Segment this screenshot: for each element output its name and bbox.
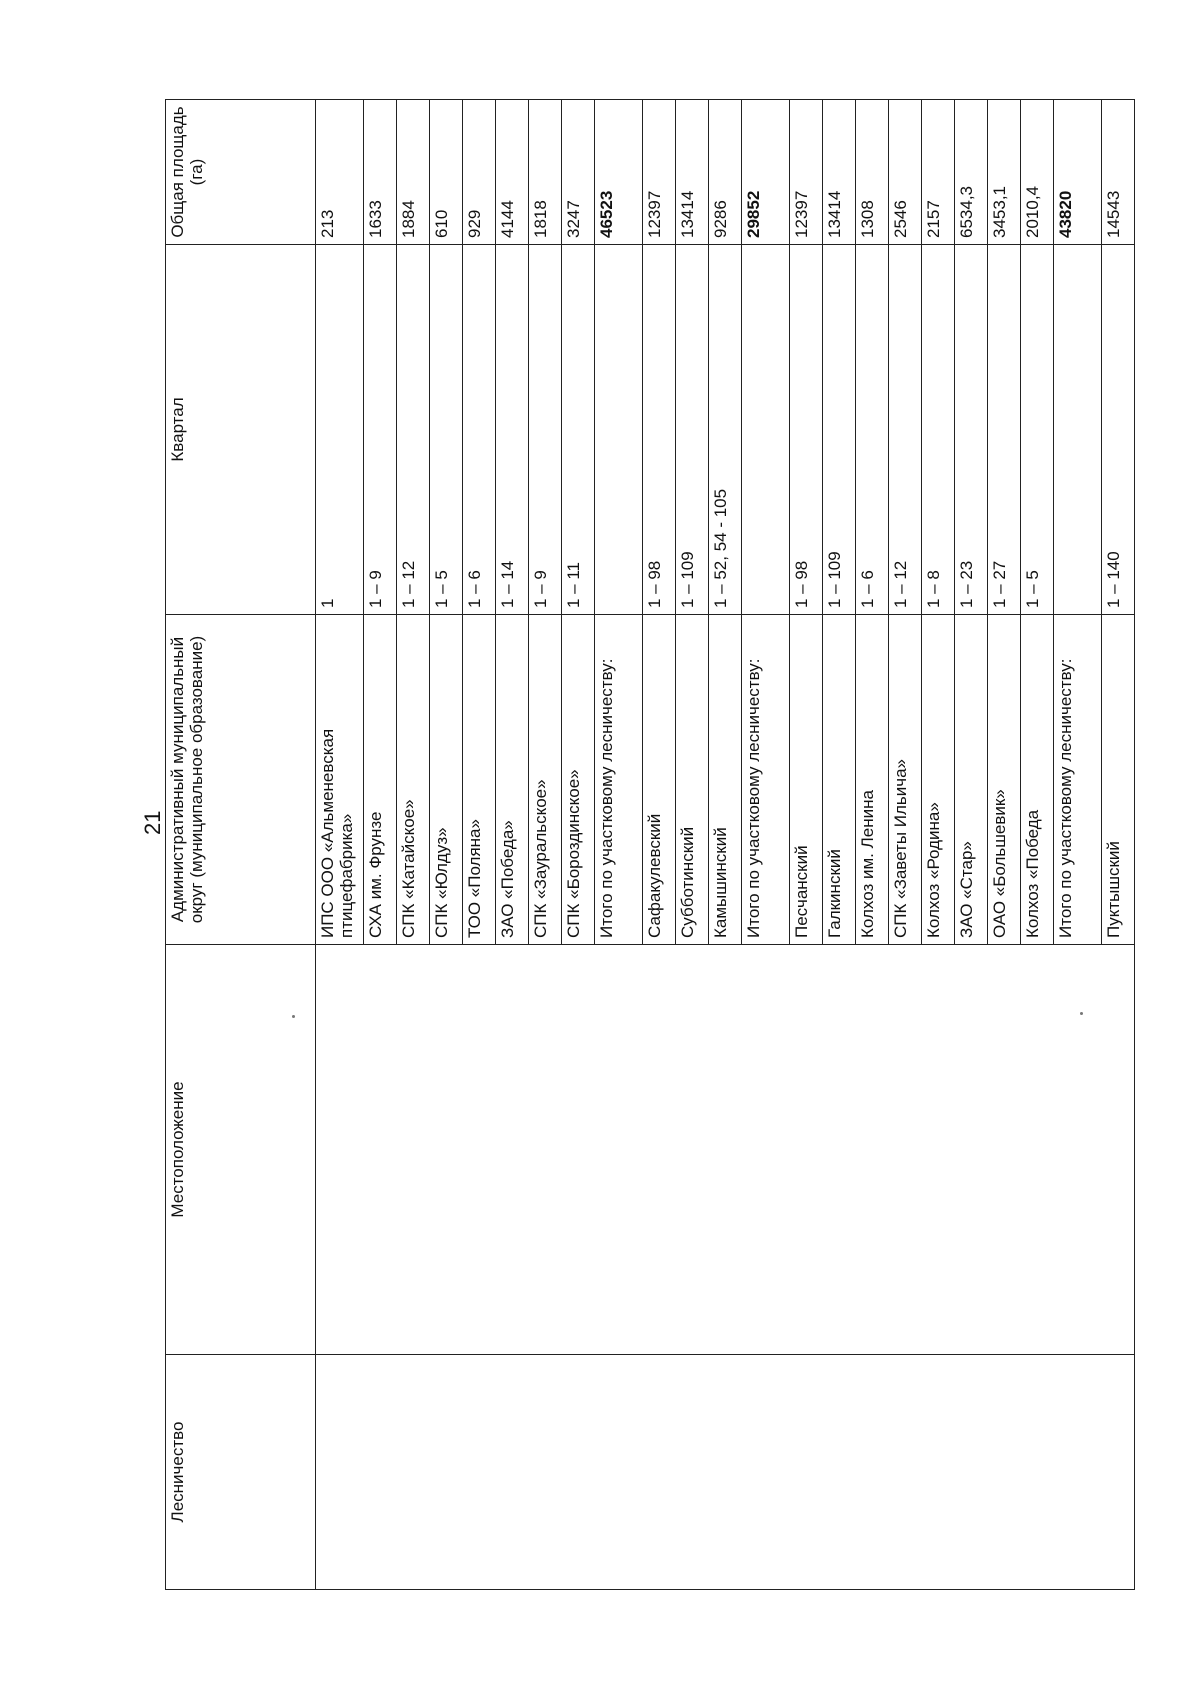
area-cell: 29852 bbox=[742, 100, 790, 245]
quarter-cell: 1 – 98 bbox=[790, 245, 823, 615]
area-cell: 9286 bbox=[709, 100, 742, 245]
quarter-cell: 1 – 98 bbox=[643, 245, 676, 615]
page-number: 21 bbox=[140, 810, 165, 835]
quarter-cell: 1 – 12 bbox=[889, 245, 922, 615]
quarter-cell: 1 – 52, 54 - 105 bbox=[709, 245, 742, 615]
table-header-row bbox=[166, 100, 316, 1590]
quarter-cell: 1 – 8 bbox=[922, 245, 955, 615]
quarter-cell: 1 – 23 bbox=[955, 245, 988, 615]
quarter-cell: 1 – 6 bbox=[463, 245, 496, 615]
header-municipality: Административный муниципальный округ (муниципальное образование) bbox=[166, 615, 316, 945]
municipality-cell: СПК «Бороздинское» bbox=[562, 615, 595, 945]
area-cell: 1884 bbox=[397, 100, 430, 245]
area-cell: 929 bbox=[463, 100, 496, 245]
quarter-cell bbox=[595, 245, 643, 615]
municipality-cell: СПК «Зауральское» bbox=[529, 615, 562, 945]
municipality-cell: СПК «Заветы Ильича» bbox=[889, 615, 922, 945]
table-row bbox=[316, 100, 364, 1590]
municipality-cell: Итого по участковому лесничеству: bbox=[1054, 615, 1102, 945]
area-cell: 13414 bbox=[823, 100, 856, 245]
area-cell: 2157 bbox=[922, 100, 955, 245]
area-cell: 1308 bbox=[856, 100, 889, 245]
quarter-cell: 1 – 5 bbox=[1021, 245, 1054, 615]
quarter-cell: 1 – 12 bbox=[397, 245, 430, 615]
header-location: Местоположение bbox=[166, 945, 316, 1355]
area-cell: 3453,1 bbox=[988, 100, 1021, 245]
area-cell: 4144 bbox=[496, 100, 529, 245]
municipality-cell: Колхоз «Победа bbox=[1021, 615, 1054, 945]
municipality-cell: Галкинский bbox=[823, 615, 856, 945]
area-cell: 2546 bbox=[889, 100, 922, 245]
quarter-cell: 1 – 109 bbox=[823, 245, 856, 615]
municipality-cell: СПК «Юлдуз» bbox=[430, 615, 463, 945]
quarter-cell: 1 – 140 bbox=[1102, 245, 1135, 615]
area-cell: 610 bbox=[430, 100, 463, 245]
municipality-cell: Пуктышский bbox=[1102, 615, 1135, 945]
area-cell: 6534,3 bbox=[955, 100, 988, 245]
header-forestry: Лесничество bbox=[166, 1355, 316, 1590]
quarter-cell: 1 bbox=[316, 245, 364, 615]
area-cell: 14543 bbox=[1102, 100, 1135, 245]
area-cell: 2010,4 bbox=[1021, 100, 1054, 245]
quarter-cell: 1 – 5 bbox=[430, 245, 463, 615]
area-cell: 13414 bbox=[676, 100, 709, 245]
quarter-cell bbox=[742, 245, 790, 615]
municipality-cell: Колхоз «Родина» bbox=[922, 615, 955, 945]
rotated-table-container bbox=[165, 100, 1123, 1590]
quarter-cell: 1 – 11 bbox=[562, 245, 595, 615]
municipality-cell: Итого по участковому лесничеству: bbox=[742, 615, 790, 945]
quarter-cell: 1 – 6 bbox=[856, 245, 889, 615]
municipality-cell: Итого по участковому лесничеству: bbox=[595, 615, 643, 945]
municipality-cell: Сафакулевский bbox=[643, 615, 676, 945]
municipality-cell: СХА им. Фрунзе bbox=[364, 615, 397, 945]
municipality-cell: ЗАО «Стар» bbox=[955, 615, 988, 945]
municipality-cell: Песчанский bbox=[790, 615, 823, 945]
quarter-cell: 1 – 27 bbox=[988, 245, 1021, 615]
area-cell: 1818 bbox=[529, 100, 562, 245]
municipality-cell: ТОО «Поляна» bbox=[463, 615, 496, 945]
header-quarter: Квартал bbox=[166, 245, 316, 615]
quarter-cell: 1 – 9 bbox=[364, 245, 397, 615]
area-cell: 12397 bbox=[790, 100, 823, 245]
municipality-cell: Камышинский bbox=[709, 615, 742, 945]
area-cell: 213 bbox=[316, 100, 364, 245]
scan-speck bbox=[1080, 1012, 1083, 1015]
quarter-cell bbox=[1054, 245, 1102, 615]
municipality-cell: ИПС ООО «Альменевская птицефабрика» bbox=[316, 615, 364, 945]
quarter-cell: 1 – 14 bbox=[496, 245, 529, 615]
location-cell bbox=[316, 945, 1135, 1355]
area-cell: 1633 bbox=[364, 100, 397, 245]
area-cell: 12397 bbox=[643, 100, 676, 245]
municipality-cell: ЗАО «Победа» bbox=[496, 615, 529, 945]
forestry-table bbox=[165, 99, 1135, 1590]
quarter-cell: 1 – 9 bbox=[529, 245, 562, 615]
table-body bbox=[316, 100, 1135, 1590]
scan-speck bbox=[292, 1015, 295, 1018]
area-cell: 43820 bbox=[1054, 100, 1102, 245]
area-cell: 3247 bbox=[562, 100, 595, 245]
quarter-cell: 1 – 109 bbox=[676, 245, 709, 615]
municipality-cell: Колхоз им. Ленина bbox=[856, 615, 889, 945]
municipality-cell: Субботинский bbox=[676, 615, 709, 945]
municipality-cell: ОАО «Большевик» bbox=[988, 615, 1021, 945]
forestry-cell bbox=[316, 1355, 1135, 1590]
municipality-cell: СПК «Катайское» bbox=[397, 615, 430, 945]
header-area: Общая площадь (га) bbox=[166, 100, 316, 245]
area-cell: 46523 bbox=[595, 100, 643, 245]
